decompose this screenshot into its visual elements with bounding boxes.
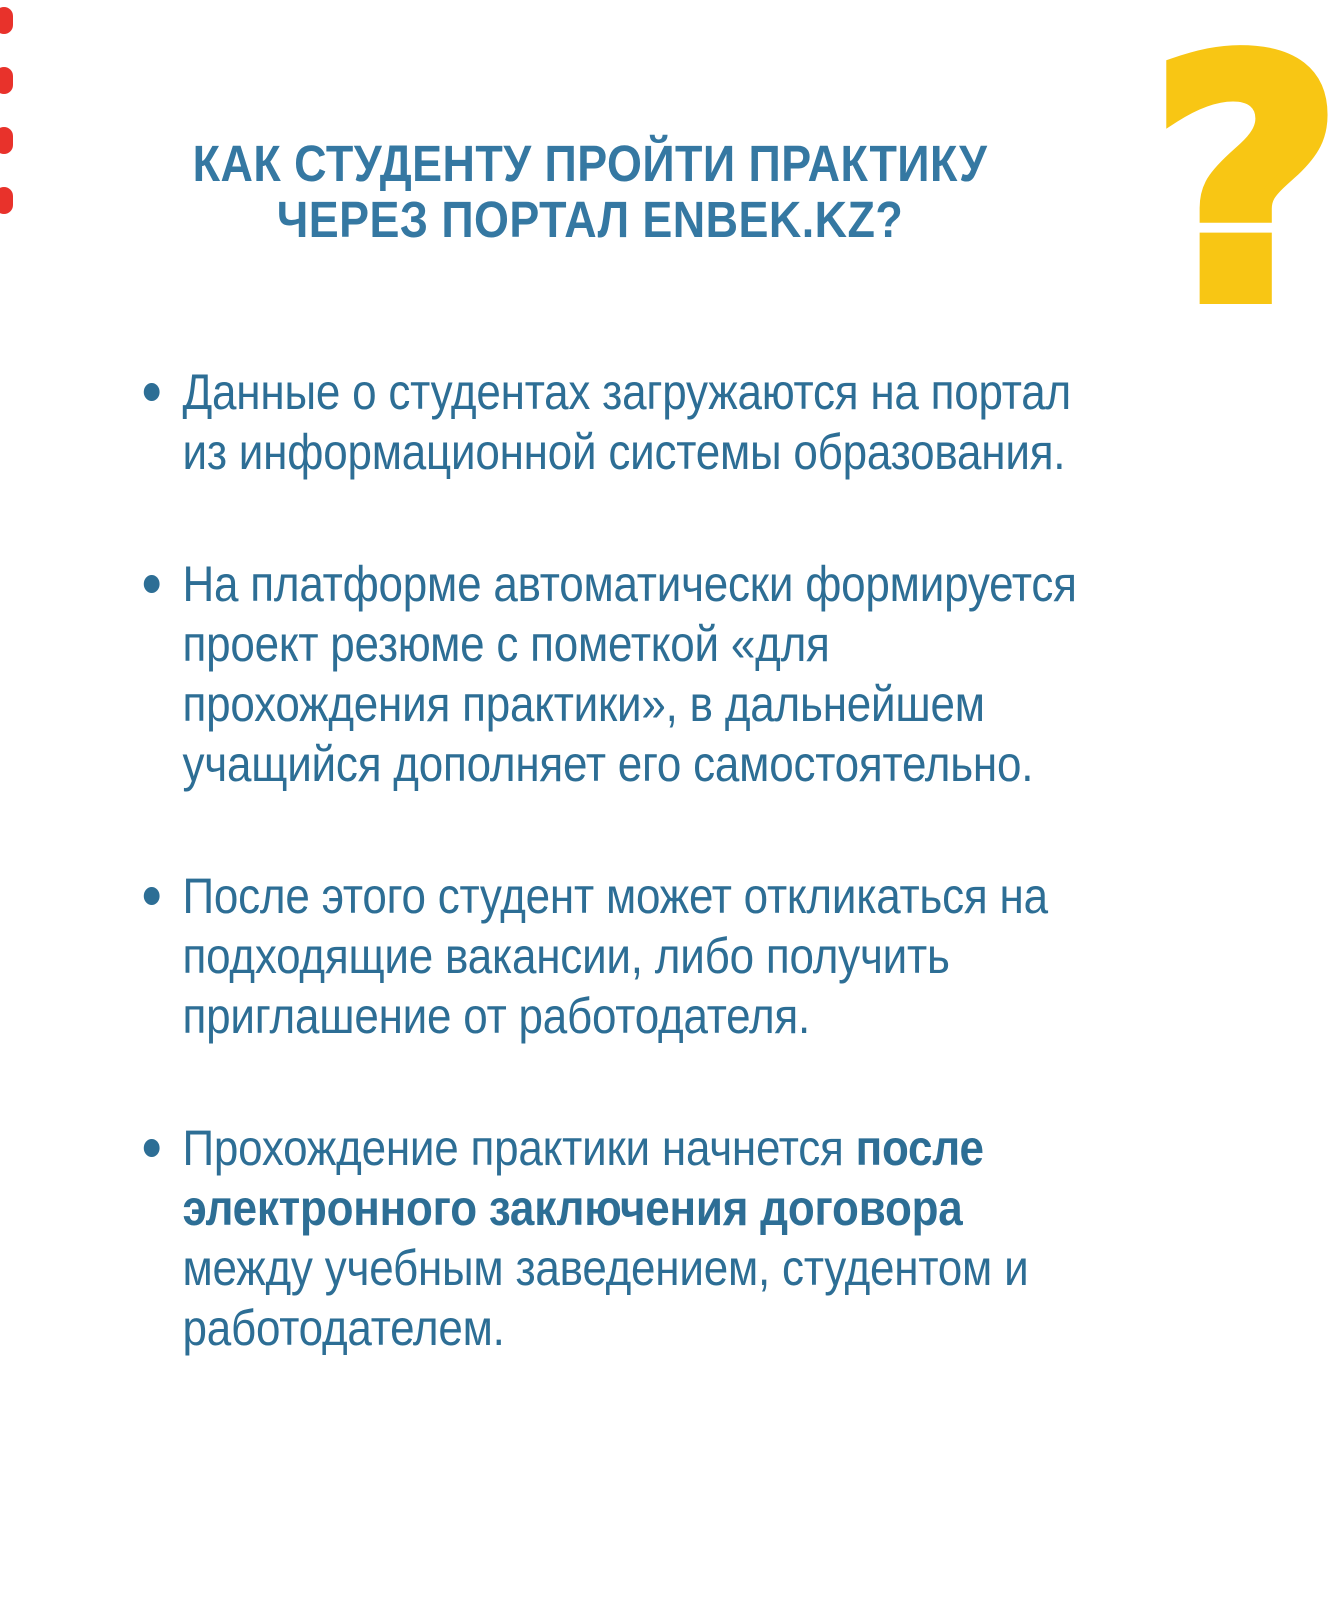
bullet-text: Прохождение практики начнется: [182, 1120, 856, 1176]
bullet-text: между учебным заведением, студентом и работодателем.: [182, 1240, 1029, 1356]
page-title-line-2: ЧЕРЕЗ ПОРТАЛ ENBEK.KZ?: [276, 191, 904, 248]
red-dash-mark: [0, 187, 13, 214]
page-title: [71, 136, 1109, 248]
bullet-text-bold: после электронного заключения договора: [182, 1120, 984, 1236]
red-dash-mark: [0, 67, 13, 94]
bullet-text: Данные о студентах загружаются на портал из информационной системы образования.: [182, 364, 1071, 480]
bullet-text: На платформе автоматически формируется проект резюме с пометкой «для прохождения практики», в дальнейшем учащийся дополняет его самостоятельно.: [182, 556, 1077, 792]
bullet-item-2: [142, 554, 1092, 794]
bullet-item-3: [142, 866, 1092, 1046]
bullet-item-4: [142, 1118, 1092, 1358]
bullet-item-1: [142, 362, 1092, 482]
bullet-text: После этого студент может откликаться на подходящие вакансии, либо получить приглашение от работодателя.: [182, 868, 1048, 1044]
question-mark-icon: ?: [1150, 0, 1342, 375]
left-edge-accent-marks: [0, 7, 13, 214]
bullet-list: [142, 362, 1092, 1430]
red-dash-mark: [0, 127, 13, 154]
page-title-line-1: КАК СТУДЕНТУ ПРОЙТИ ПРАКТИКУ: [192, 135, 988, 192]
red-dash-mark: [0, 7, 13, 34]
